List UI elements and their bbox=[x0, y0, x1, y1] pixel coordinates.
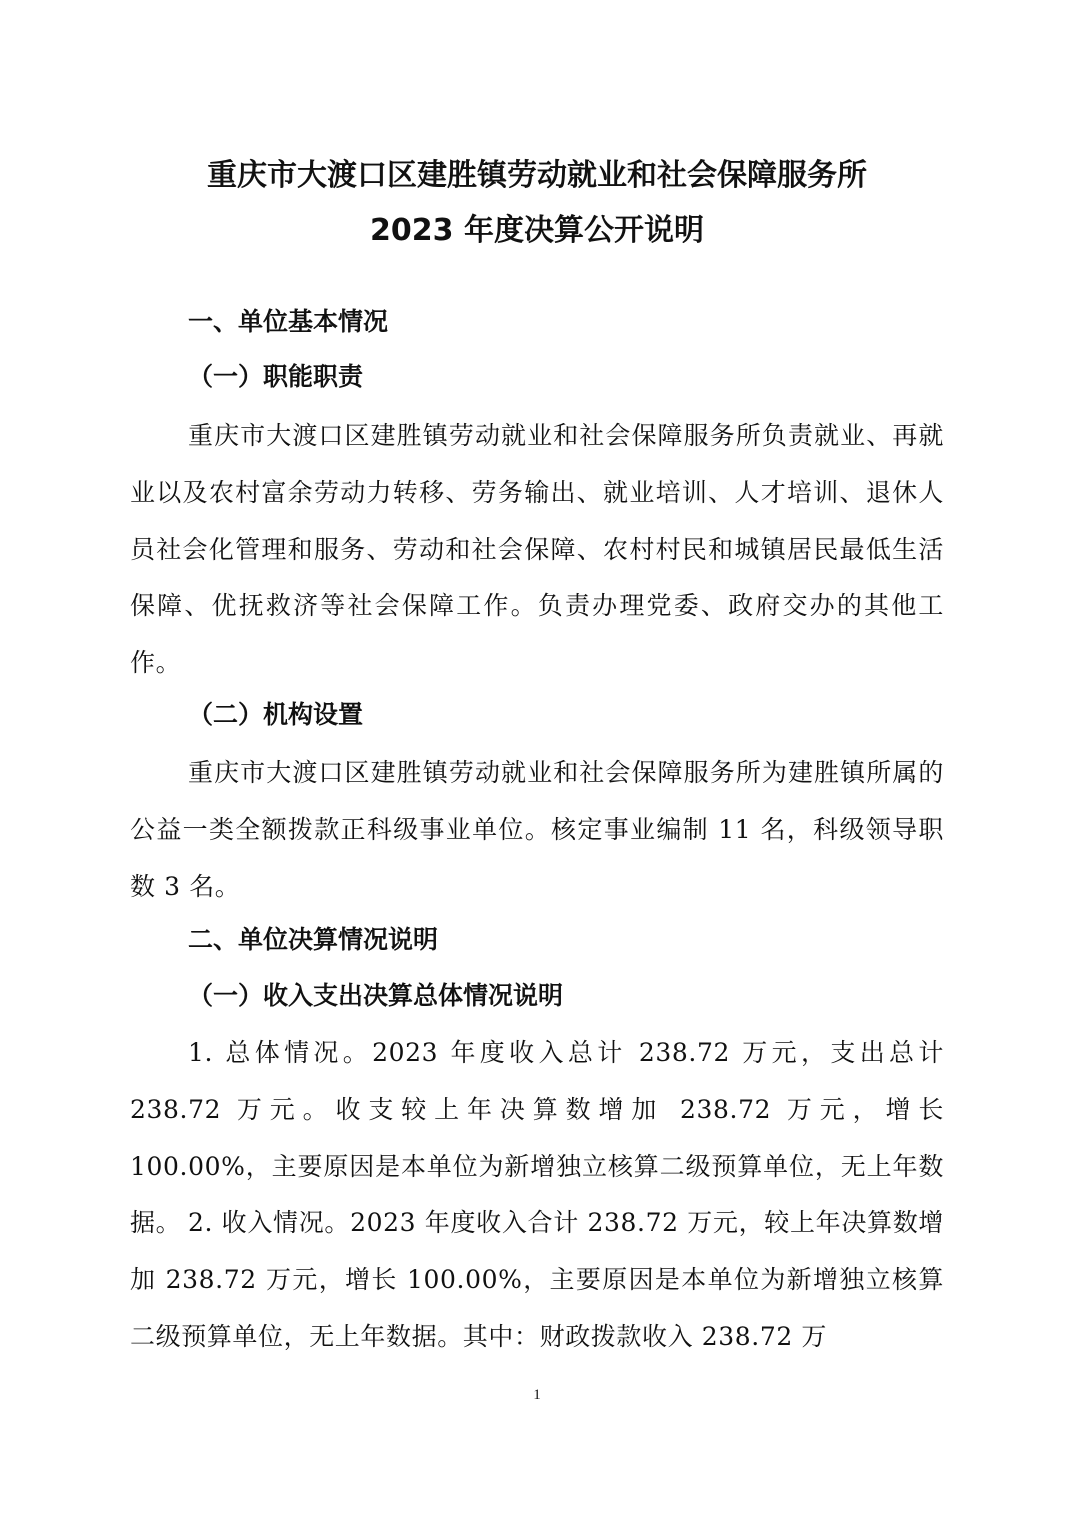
functions-paragraph: 重庆市大渡口区建胜镇劳动就业和社会保障服务所负责就业、再就业以及农村富余劳动力转移、劳务输出、就业培训、人才培训、退休人员社会化管理和服务、劳动和社会保障、农村村民和城镇居民最低生活保障、优抚救济等社会保障工作。负责办理党委、政府交办的其他工作。 bbox=[130, 421, 944, 678]
overview-paragraph: 1. 总体情况。2023 年度收入总计 238.72 万元，支出总计 238.72 万元。收支较上年决算数增加 238.72 万元，增长 100.00%，主要原因是本单位为新增独立核算二级预算单位，无上年数据。 bbox=[130, 1038, 944, 1238]
page-number: 1 bbox=[533, 1387, 541, 1403]
section1-heading: 一、单位基本情况 bbox=[188, 307, 389, 336]
document-title-line1: 重庆市大渡口区建胜镇劳动就业和社会保障服务所 bbox=[207, 158, 867, 193]
document-title-line2: 2023 年度决算公开说明 bbox=[370, 213, 704, 248]
section2-heading: 二、单位决算情况说明 bbox=[188, 925, 439, 954]
subsection-functions-heading: （一）职能职责 bbox=[188, 362, 364, 391]
subsection-organization-heading: （二）机构设置 bbox=[188, 700, 364, 729]
organization-paragraph: 重庆市大渡口区建胜镇劳动就业和社会保障服务所为建胜镇所属的公益一类全额拨款正科级事业单位。核定事业编制 11 名，科级领导职数 3 名。 bbox=[130, 758, 944, 901]
subsection-overview-heading: （一）收入支出决算总体情况说明 bbox=[188, 981, 564, 1010]
income-paragraph: 2. 收入情况。2023 年度收入合计 238.72 万元，较上年决算数增加 238.72 万元，增长 100.00%，主要原因是本单位为新增独立核算二级预算单位，无上年数据。其中：财政拨款收入 238.72 万 bbox=[130, 1208, 944, 1351]
